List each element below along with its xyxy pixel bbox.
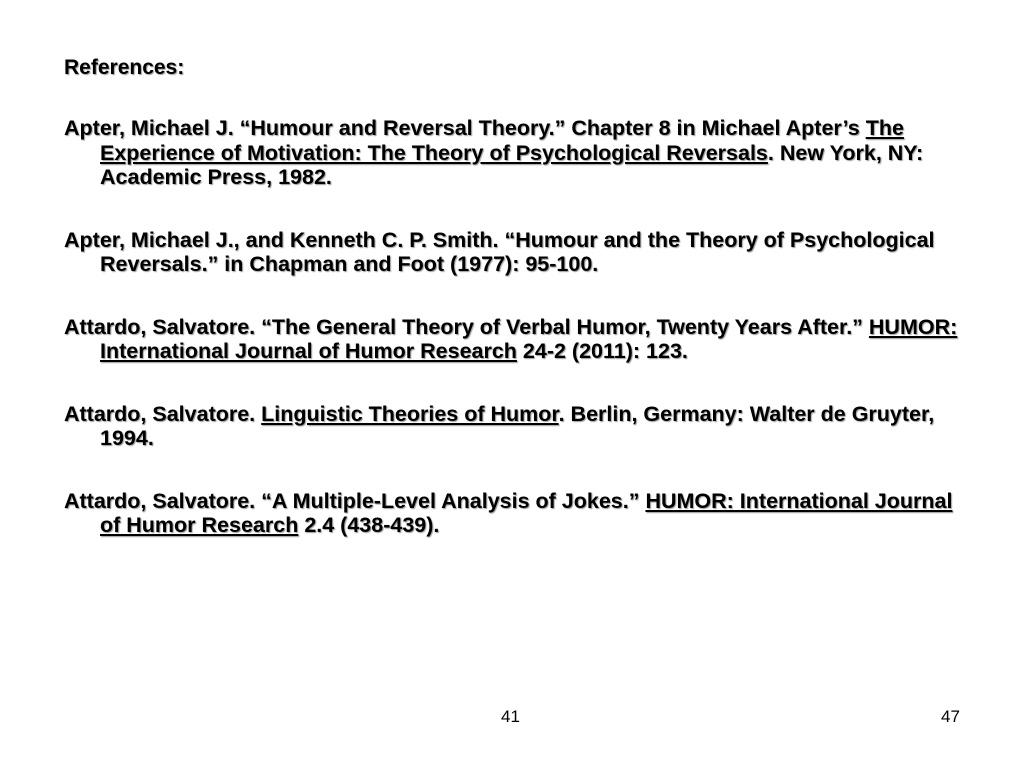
reference-text: Apter, Michael J. “Humour and Reversal Theory.” Chapter 8 in Michael Apter’s xyxy=(64,116,866,140)
reference-item-attardo-2011 xyxy=(64,315,964,364)
reference-book-title: Linguistic Theories of Humor xyxy=(261,401,559,426)
reference-item-apter-1982 xyxy=(64,116,964,190)
total-slides-number: 47 xyxy=(941,707,960,726)
reference-publication-info: . New York, NY: Academic Press, 1982. xyxy=(100,140,924,189)
reference-publication-info: 24-2 (2011): 123. xyxy=(516,339,688,363)
reference-publication-info: . Berlin, Germany: Walter de Gruyter, 1994. xyxy=(100,401,935,450)
reference-text: Apter, Michael J., and Kenneth C. P. Smith. “Humour and the Theory of Psychological Reversals.” in Chapman and Foot (1977): 95-100. xyxy=(64,227,935,276)
reference-publication-info: 2.4 (438-439). xyxy=(298,513,440,537)
reference-item-apter-smith-1977 xyxy=(64,228,964,277)
reference-journal-title: HUMOR: International Journal of Humor Research xyxy=(100,314,958,363)
reference-text: Attardo, Salvatore. xyxy=(64,401,262,426)
reference-item-attardo-1994 xyxy=(64,402,964,451)
reference-item-attardo-jokes xyxy=(64,489,964,538)
reference-journal-title: HUMOR: International Journal of Humor Research xyxy=(100,488,953,537)
references-heading: References: xyxy=(64,56,185,79)
reference-book-title: The Experience of Motivation: The Theory of Psychological Reversals xyxy=(100,116,904,165)
reference-text: Attardo, Salvatore. “The General Theory of Verbal Humor, Twenty Years After.” xyxy=(64,314,869,339)
reference-text: Attardo, Salvatore. “A Multiple-Level Analysis of Jokes.” xyxy=(64,488,646,513)
reference-list xyxy=(64,116,964,576)
slide-number: 41 xyxy=(501,707,520,726)
